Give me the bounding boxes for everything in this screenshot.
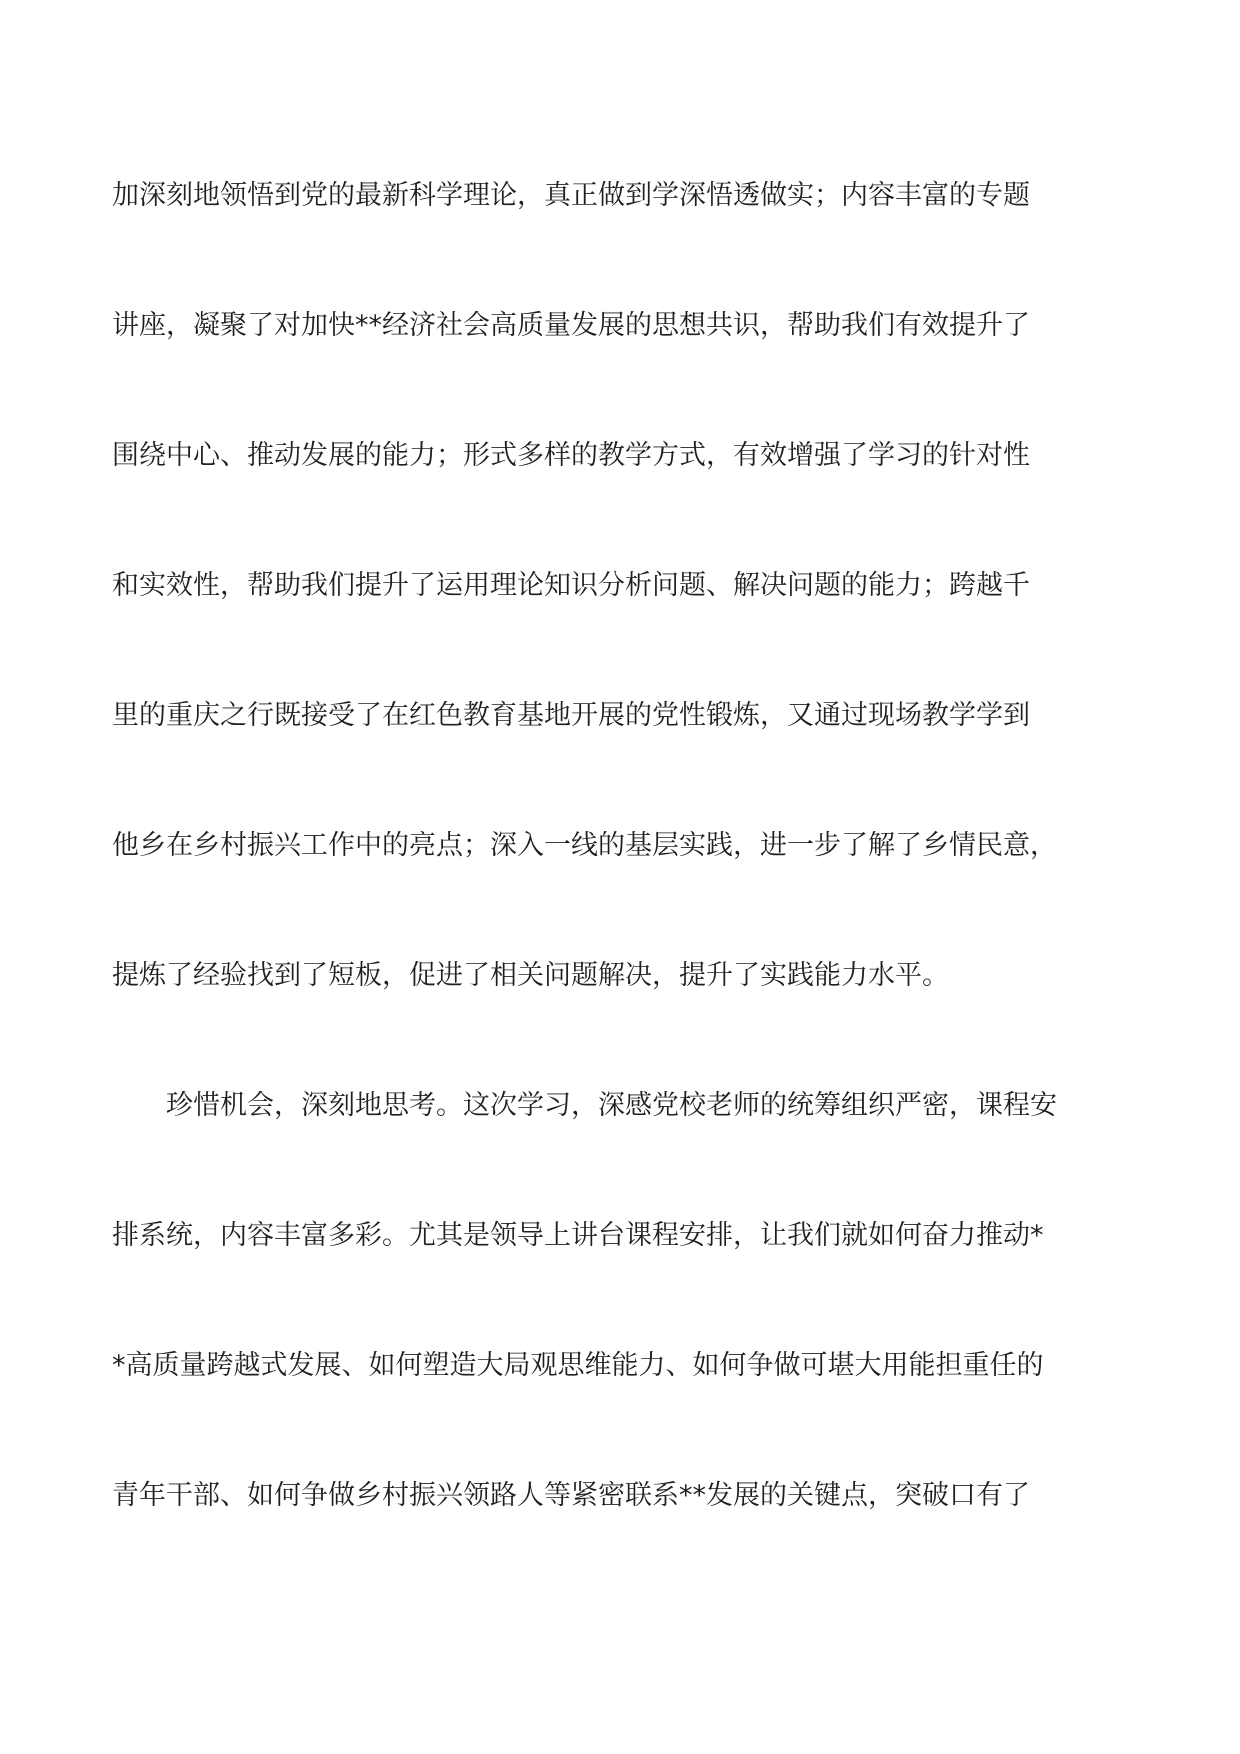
text-line: 讲座，凝聚了对加快**经济社会高质量发展的思想共识，帮助我们有效提升了 bbox=[112, 310, 1030, 341]
text-line: 提炼了经验找到了短板，促进了相关问题解决，提升了实践能力水平。 bbox=[112, 960, 949, 991]
text-line: 他乡在乡村振兴工作中的亮点；深入一线的基层实践，进一步了解了乡情民意， bbox=[112, 830, 1057, 861]
text-line: *高质量跨越式发展、如何塑造大局观思维能力、如何争做可堪大用能担重任的 bbox=[112, 1350, 1044, 1381]
text-line: 里的重庆之行既接受了在红色教育基地开展的党性锻炼，又通过现场教学学到 bbox=[112, 700, 1030, 731]
text-line: 和实效性，帮助我们提升了运用理论知识分析问题、解决问题的能力；跨越千 bbox=[112, 570, 1030, 601]
text-line: 加深刻地领悟到党的最新科学理论，真正做到学深悟透做实；内容丰富的专题 bbox=[112, 180, 1030, 211]
text-line: 排系统，内容丰富多彩。尤其是领导上讲台课程安排，让我们就如何奋力推动* bbox=[112, 1220, 1044, 1251]
text-line: 围绕中心、推动发展的能力；形式多样的教学方式，有效增强了学习的针对性 bbox=[112, 440, 1030, 471]
text-line: 青年干部、如何争做乡村振兴领路人等紧密联系**发展的关键点，突破口有了 bbox=[112, 1480, 1030, 1511]
text-line: 珍惜机会，深刻地思考。这次学习，深感党校老师的统筹组织严密，课程安 bbox=[166, 1090, 1057, 1121]
